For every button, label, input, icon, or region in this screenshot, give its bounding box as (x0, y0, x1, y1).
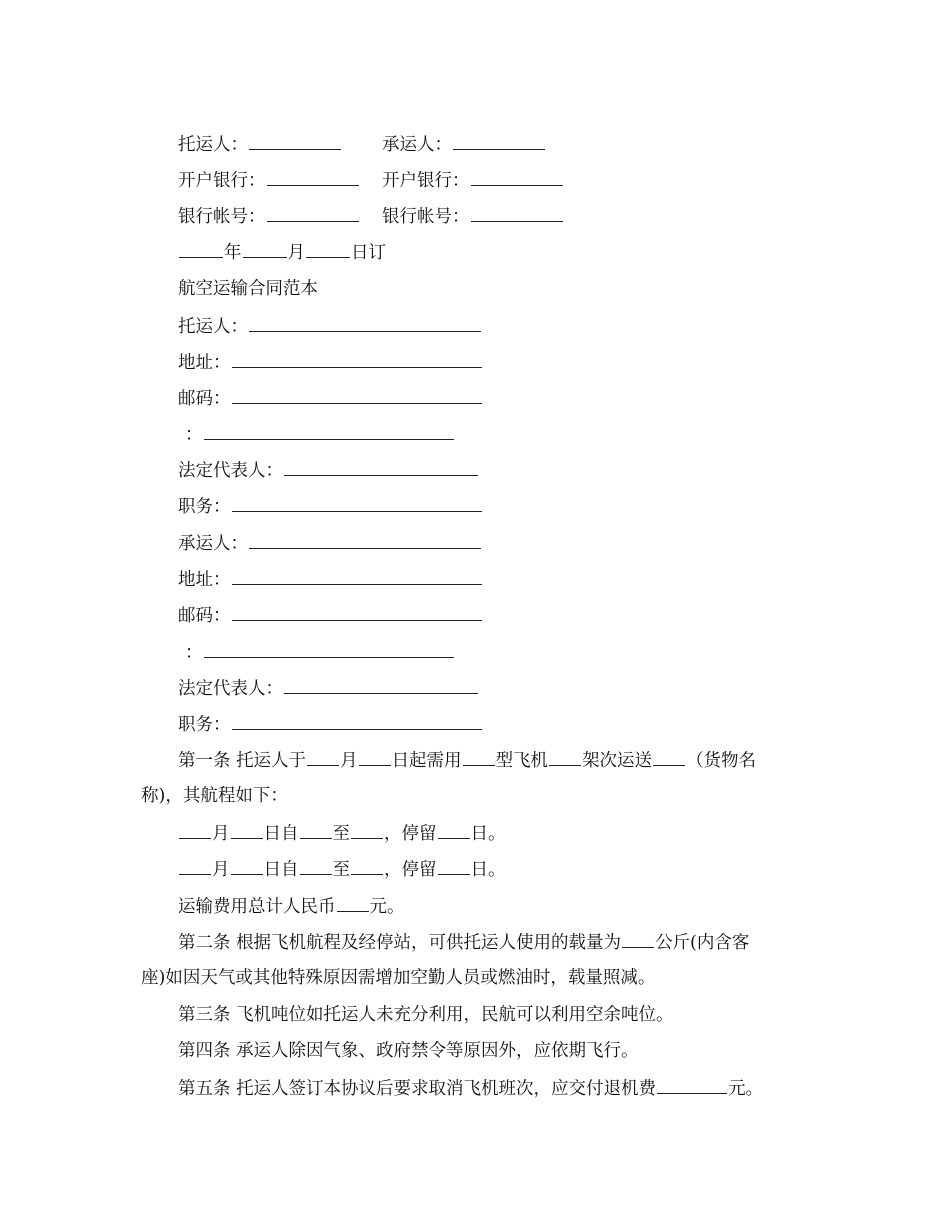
party-a-postcode-label: 邮码： (178, 389, 231, 409)
article1-text-d: 型飞机 (495, 751, 549, 771)
party-b-postcode-label: 邮码： (178, 606, 231, 626)
route-row-2 (178, 857, 506, 882)
route2-end: 日。 (470, 860, 506, 880)
route2-dest-blank (351, 857, 383, 875)
article2-line1 (178, 930, 749, 955)
shipper-label: 托运人： (178, 135, 248, 155)
account-row-right (382, 204, 564, 229)
article2-text-b: 公斤(内含客 (655, 933, 750, 953)
article1-text-a: 第一条 托运人于 (178, 751, 307, 771)
account-label-right: 银行帐号： (382, 207, 470, 227)
route1-origin-blank (300, 821, 332, 839)
fee-prefix: 运输费用总计人民币 (178, 897, 336, 917)
year-blank (179, 240, 223, 258)
party-b-carrier-label: 承运人： (178, 534, 248, 554)
route1-stay: ，停留 (384, 824, 437, 844)
account-label-left: 银行帐号： (178, 207, 266, 227)
route1-month-blank (179, 821, 211, 839)
route2-from: 日自 (263, 860, 299, 880)
party-b-position-blank (232, 712, 482, 730)
party-b-postcode-blank (232, 603, 482, 621)
route2-origin-blank (300, 857, 332, 875)
route1-month: 月 (212, 824, 230, 844)
article5-fee-blank (657, 1076, 727, 1094)
party-b-legal-rep-label: 法定代表人： (178, 679, 283, 699)
bank-row-right (382, 168, 564, 193)
shipper-row (178, 132, 342, 157)
party-a-position-label: 职务： (178, 497, 231, 517)
party-a-address (178, 350, 483, 375)
article1-cargo-blank (653, 748, 685, 766)
article2-weight-blank (622, 930, 654, 948)
article1-line1 (178, 748, 756, 773)
account-blank-left (267, 204, 359, 222)
party-b-phone (185, 640, 455, 665)
article3: 第三条 飞机吨位如托运人未充分利用，民航可以利用空余吨位。 (178, 1005, 674, 1025)
party-a-position (178, 494, 483, 519)
article1-count-blank (549, 748, 581, 766)
article1-text-c: 日起需用 (391, 751, 462, 771)
account-blank-right (471, 204, 563, 222)
fee-blank (337, 894, 369, 912)
month-blank (243, 240, 287, 258)
bank-label-right: 开户银行： (382, 171, 470, 191)
article2-text-a: 第二条 根据飞机航程及经停站，可供托运人使用的载量为 (178, 933, 622, 953)
route2-stay: ，停留 (384, 860, 437, 880)
carrier-blank (453, 132, 545, 150)
party-a-legal-rep-label: 法定代表人： (178, 461, 283, 481)
article1-text-e: 架次运送 (582, 751, 653, 771)
party-b-phone-blank (204, 640, 454, 658)
article2-line2: 座)如因天气或其他特殊原因需增加空勤人员或燃油时，载量照减。 (141, 968, 656, 988)
party-b-carrier-blank (249, 531, 481, 549)
article4: 第四条 承运人除因气象、政府禁令等原因外，应依期飞行。 (178, 1041, 639, 1061)
year-label: 年 (224, 243, 242, 263)
shipper-blank (249, 132, 341, 150)
article1-type-blank (463, 748, 495, 766)
route1-end: 日。 (470, 824, 506, 844)
article1-month-blank (307, 748, 339, 766)
account-row-left (178, 204, 360, 229)
document-title: 航空运输合同范本 (178, 279, 318, 299)
route1-day-blank (231, 821, 263, 839)
month-label: 月 (287, 243, 305, 263)
party-a-shipper (178, 314, 482, 339)
route1-from: 日自 (263, 824, 299, 844)
article5-text-a: 第五条 托运人签订本协议后要求取消飞机班次，应交付退机费 (178, 1079, 657, 1099)
bank-label-left: 开户银行： (178, 171, 266, 191)
party-a-legal-rep-blank (284, 458, 478, 476)
bank-blank-right (471, 168, 563, 186)
day-label: 日订 (351, 243, 386, 263)
date-row (178, 240, 386, 265)
party-a-shipper-blank (249, 314, 481, 332)
party-b-position (178, 712, 483, 737)
party-a-address-label: 地址： (178, 353, 231, 373)
carrier-label: 承运人： (382, 135, 452, 155)
route2-to: 至 (332, 860, 350, 880)
party-b-legal-rep-blank (284, 676, 478, 694)
party-a-phone-label: ： (185, 425, 203, 445)
party-a-phone (185, 422, 455, 447)
party-a-postcode (178, 386, 483, 411)
party-b-address-blank (232, 567, 482, 585)
article1-line2: 称)，其航程如下： (141, 786, 288, 806)
route-row-1 (178, 821, 506, 846)
fee-suffix: 元。 (369, 897, 405, 917)
party-b-address (178, 567, 483, 592)
day-blank (306, 240, 350, 258)
fee-row (178, 894, 405, 919)
route2-days-blank (438, 857, 470, 875)
party-b-postcode (178, 603, 483, 628)
article1-text-b: 月 (340, 751, 358, 771)
party-a-postcode-blank (232, 386, 482, 404)
party-a-legal-rep (178, 458, 479, 483)
party-a-position-blank (232, 494, 482, 512)
route2-day-blank (231, 857, 263, 875)
party-b-position-label: 职务： (178, 715, 231, 735)
party-b-address-label: 地址： (178, 570, 231, 590)
party-b-legal-rep (178, 676, 479, 701)
route1-to: 至 (332, 824, 350, 844)
route1-days-blank (438, 821, 470, 839)
party-b-phone-label: ： (185, 643, 203, 663)
carrier-row (382, 132, 546, 157)
route1-dest-blank (351, 821, 383, 839)
article1-text-f: （货物名 (686, 751, 757, 771)
article5 (178, 1076, 763, 1101)
party-a-phone-blank (204, 422, 454, 440)
article5-text-b: 元。 (728, 1079, 764, 1099)
article1-day-blank (359, 748, 391, 766)
party-a-address-blank (232, 350, 482, 368)
route2-month: 月 (212, 860, 230, 880)
bank-row-left (178, 168, 360, 193)
bank-blank-left (267, 168, 359, 186)
route2-month-blank (179, 857, 211, 875)
party-b-carrier (178, 531, 482, 556)
party-a-shipper-label: 托运人： (178, 317, 248, 337)
